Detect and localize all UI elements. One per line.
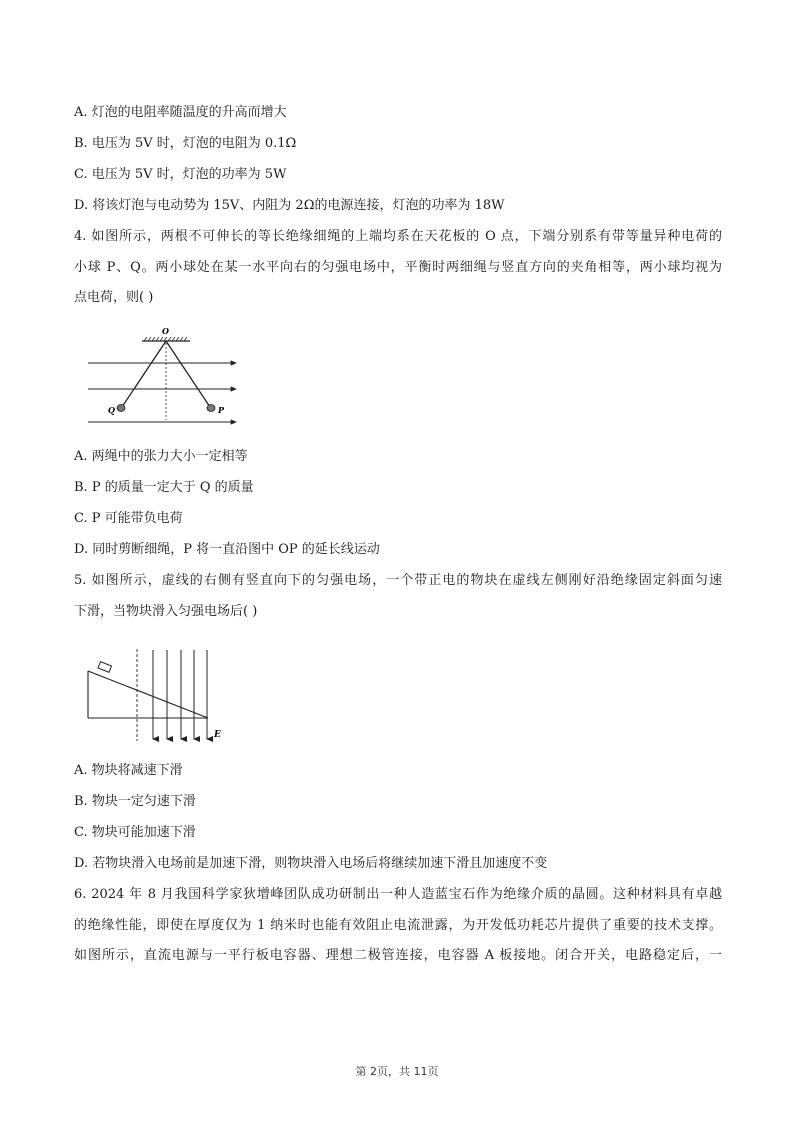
q5-stem — [74, 566, 722, 627]
ceiling — [142, 337, 190, 341]
q6-stem-line2: 的绝缘性能，即使在厚度仅为 1 纳米时也能有效阻止电流泄露，为开发低功耗芯片提供了重要的技术支撑。 — [74, 917, 722, 933]
q3-option-b: B. 电压为 5V 时，灯泡的电阻为 0.1Ω — [74, 136, 297, 151]
q5-stem-line1: 5. 如图所示，虚线的右侧有竖直向下的匀强电场，一个带正电的物块在虚线左侧刚好沿绝缘固定斜面匀速 — [74, 573, 722, 588]
q5-option-b: B. 物块一定匀速下滑 — [74, 794, 196, 809]
q4-option-a: A. 两绳中的张力大小一定相等 — [74, 449, 248, 464]
block — [98, 662, 112, 673]
q3-option-a: A. 灯泡的电阻率随温度的升高而增大 — [74, 105, 287, 120]
q4-stem-line1: 4. 如图所示，两根不可伸长的等长绝缘细绳的上端均系在天花板的 O 点，下端分别系有带等量异种电荷的 — [74, 229, 722, 244]
q4-stem — [74, 222, 722, 314]
q5-option-a: A. 物块将减速下滑 — [74, 763, 183, 778]
incline — [88, 671, 208, 718]
q4-option-d: D. 同时剪断细绳，P 将一直沿图中 OP 的延长线运动 — [74, 542, 380, 557]
q6-stem-line1: 6. 2024 年 8 月我国科学家狄增峰团队成功研制出一种人造蓝宝石作为绝缘介质的晶圆。这种材料具有卓越 — [74, 887, 722, 902]
q4-figure — [86, 325, 246, 429]
q6-stem — [74, 880, 722, 972]
page-footer: 第 2页，共 11页 — [355, 1065, 439, 1078]
q5-stem-line2: 下滑，当物块滑入匀强电场后( ) — [74, 603, 258, 619]
string-op — [166, 341, 210, 407]
q4-stem-line2: 小球 P、Q。两小球处在某一水平向右的匀强电场中，平衡时两细绳与竖直方向的夹角相等，两小球均视为 — [74, 259, 722, 275]
label-p: P — [218, 405, 225, 415]
q4-option-b: B. P 的质量一定大于 Q 的质量 — [74, 480, 254, 495]
ball-p — [207, 405, 215, 412]
q3-option-d: D. 将该灯泡与电动势为 15V、内阻为 2Ω的电源连接，灯泡的功率为 18W — [74, 198, 505, 213]
q3-option-c: C. 电压为 5V 时，灯泡的功率为 5W — [74, 167, 287, 182]
q4-option-c: C. P 可能带负电荷 — [74, 511, 183, 526]
q6-stem-line3: 如图所示，直流电源与一平行板电容器、理想二极管连接，电容器 A 板接地。闭合开关，电路稳定后，一 — [74, 948, 722, 963]
string-oq — [122, 341, 166, 407]
ball-q — [117, 405, 125, 412]
q5-option-d: D. 若物块滑入电场前是加速下滑，则物块滑入电场后将继续加速下滑且加速度不变 — [74, 856, 548, 871]
label-o: O — [162, 326, 169, 336]
q4-stem-line3: 点电荷，则( ) — [74, 290, 154, 305]
q5-figure — [86, 646, 236, 746]
label-q: Q — [108, 405, 115, 415]
electric-field-lines — [153, 650, 207, 739]
q5-option-c: C. 物块可能加速下滑 — [74, 825, 196, 840]
label-e: E — [214, 730, 221, 740]
